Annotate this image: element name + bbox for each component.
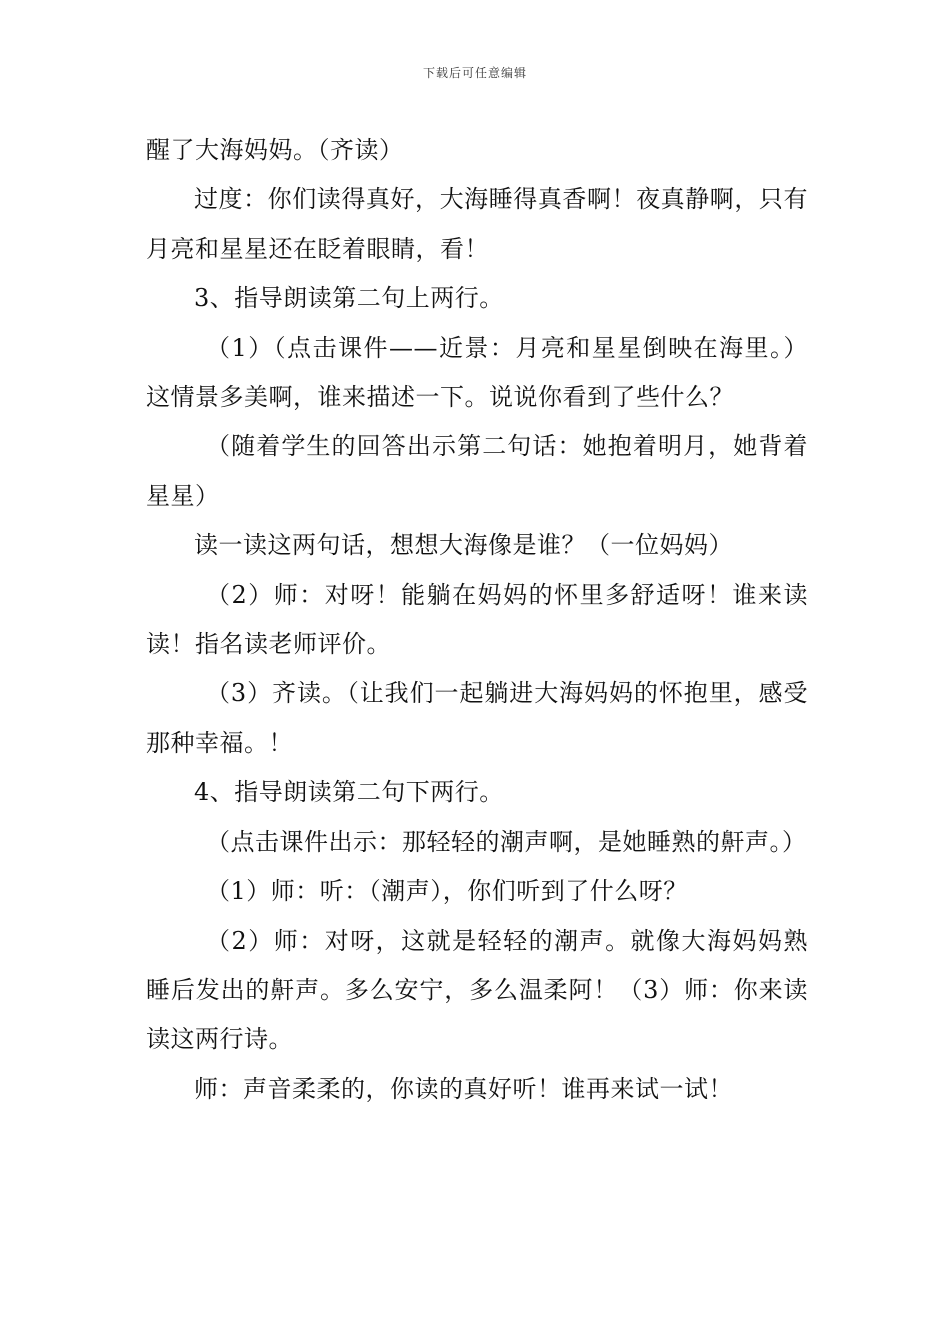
paragraph-step-3-3: （3）齐读。（让我们一起躺进大海妈妈的怀抱里，感受那种幸福。！ [146,679,808,757]
paragraph-teacher-praise: 师：声音柔柔的，你读的真好听！谁再来试一试！ [194,1074,733,1103]
paragraph-step-4: 4、指导朗读第二句下两行。 [194,778,504,807]
paragraph-step-4-2: （2）师：对呀，这就是轻轻的潮声。就像大海妈妈熟睡后发出的鼾声。多么安宁，多么温柔阿！（3）师：你来读读这两行诗。 [146,926,808,1054]
paragraph-step-3-1: （1）（点击课件——近景：月亮和星星倒映在海里。）这情景多美啊，谁来描述一下。说说你看到了些什么？ [146,333,808,412]
paragraph-continuation: 醒了大海妈妈。（齐读） [146,136,404,164]
paragraph-show-tide: （点击课件出示：那轻轻的潮声啊，是她睡熟的鼾声。） [206,827,807,856]
paragraph-step-3: 3、指导朗读第二句上两行。 [194,284,504,313]
document-body [146,126,808,1114]
page-header: 下载后可任意编辑 [422,66,527,80]
paragraph-step-3-2: （2）师：对呀！能躺在妈妈的怀里多舒适呀！谁来读读！指名读老师评价。 [146,580,808,659]
paragraph-show-sentence: （随着学生的回答出示第二句话：她抱着明月，她背着星星） [146,432,808,510]
paragraph-step-4-1: （1）师：听：（潮声），你们听到了什么呀？ [206,877,688,906]
paragraph-transition: 过度：你们读得真好，大海睡得真香啊！夜真静啊，只有月亮和星星还在眨着眼睛，看！ [146,185,808,263]
paragraph-read-question: 读一读这两句话，想想大海像是谁？（一位妈妈） [194,531,733,560]
